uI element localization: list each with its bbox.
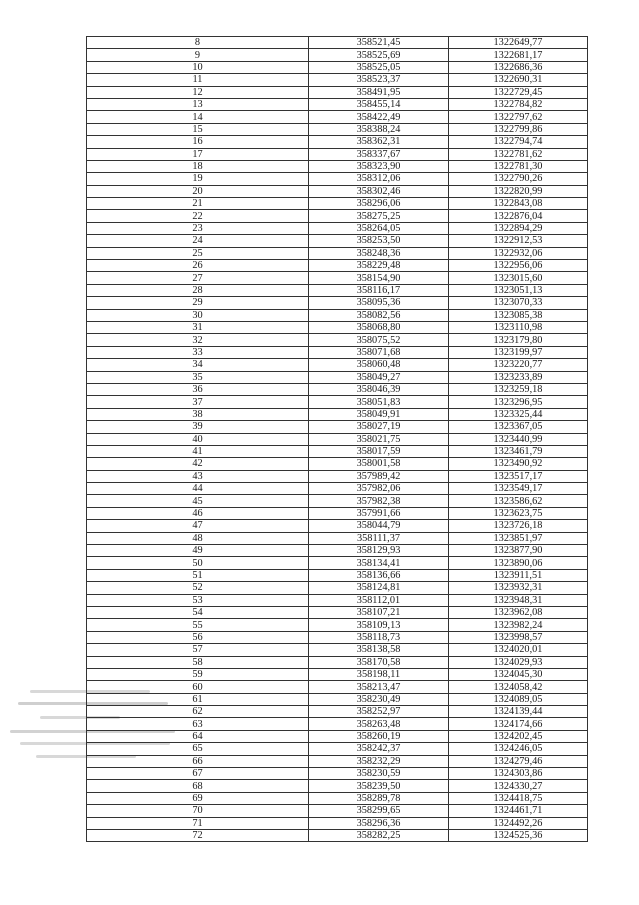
x-coordinate-cell: 357989,42	[309, 470, 449, 482]
table-row	[87, 668, 588, 680]
point-number-cell: 53	[87, 594, 309, 606]
y-coordinate-cell: 1324174,66	[449, 718, 588, 730]
x-coordinate-cell: 358302,46	[309, 185, 449, 197]
x-coordinate-cell: 358337,67	[309, 148, 449, 160]
x-coordinate-cell: 358525,69	[309, 49, 449, 61]
point-number-cell: 59	[87, 668, 309, 680]
point-number-cell: 63	[87, 718, 309, 730]
x-coordinate-cell: 358071,68	[309, 346, 449, 358]
x-coordinate-cell: 358124,81	[309, 582, 449, 594]
point-number-cell: 44	[87, 483, 309, 495]
point-number-cell: 31	[87, 321, 309, 333]
point-number-cell: 22	[87, 210, 309, 222]
y-coordinate-cell: 1324330,27	[449, 780, 588, 792]
table-row	[87, 235, 588, 247]
point-number-cell: 16	[87, 136, 309, 148]
y-coordinate-cell: 1323932,31	[449, 582, 588, 594]
point-number-cell: 62	[87, 706, 309, 718]
x-coordinate-cell: 358049,27	[309, 371, 449, 383]
x-coordinate-cell: 358455,14	[309, 98, 449, 110]
table-row	[87, 284, 588, 296]
table-row	[87, 693, 588, 705]
point-number-cell: 11	[87, 74, 309, 86]
point-number-cell: 46	[87, 507, 309, 519]
x-coordinate-cell: 358068,80	[309, 321, 449, 333]
x-coordinate-cell: 358289,78	[309, 792, 449, 804]
table-row	[87, 743, 588, 755]
y-coordinate-cell: 1322820,99	[449, 185, 588, 197]
point-number-cell: 64	[87, 730, 309, 742]
x-coordinate-cell: 358136,66	[309, 569, 449, 581]
x-coordinate-cell: 358253,50	[309, 235, 449, 247]
table-row	[87, 569, 588, 581]
table-row	[87, 123, 588, 135]
x-coordinate-cell: 358525,05	[309, 61, 449, 73]
point-number-cell: 24	[87, 235, 309, 247]
coordinates-table	[86, 36, 588, 842]
y-coordinate-cell: 1322799,86	[449, 123, 588, 135]
table-row	[87, 49, 588, 61]
x-coordinate-cell: 358248,36	[309, 247, 449, 259]
point-number-cell: 70	[87, 805, 309, 817]
table-row	[87, 98, 588, 110]
table-row	[87, 582, 588, 594]
point-number-cell: 8	[87, 37, 309, 49]
y-coordinate-cell: 1324461,71	[449, 805, 588, 817]
y-coordinate-cell: 1323890,06	[449, 557, 588, 569]
table-row	[87, 681, 588, 693]
table-row	[87, 619, 588, 631]
point-number-cell: 71	[87, 817, 309, 829]
point-number-cell: 26	[87, 260, 309, 272]
y-coordinate-cell: 1323015,60	[449, 272, 588, 284]
point-number-cell: 37	[87, 396, 309, 408]
y-coordinate-cell: 1322649,77	[449, 37, 588, 49]
point-number-cell: 60	[87, 681, 309, 693]
table-row	[87, 74, 588, 86]
table-row	[87, 160, 588, 172]
table-row	[87, 148, 588, 160]
table-row	[87, 780, 588, 792]
x-coordinate-cell: 358232,29	[309, 755, 449, 767]
x-coordinate-cell: 357982,38	[309, 495, 449, 507]
table-row	[87, 173, 588, 185]
point-number-cell: 47	[87, 520, 309, 532]
y-coordinate-cell: 1322876,04	[449, 210, 588, 222]
table-row	[87, 507, 588, 519]
x-coordinate-cell: 358282,25	[309, 830, 449, 842]
y-coordinate-cell: 1322729,45	[449, 86, 588, 98]
x-coordinate-cell: 358017,59	[309, 445, 449, 457]
y-coordinate-cell: 1323110,98	[449, 321, 588, 333]
y-coordinate-cell: 1322932,06	[449, 247, 588, 259]
table-row	[87, 396, 588, 408]
table-row	[87, 817, 588, 829]
y-coordinate-cell: 1323233,89	[449, 371, 588, 383]
point-number-cell: 17	[87, 148, 309, 160]
x-coordinate-cell: 358230,49	[309, 693, 449, 705]
y-coordinate-cell: 1322794,74	[449, 136, 588, 148]
y-coordinate-cell: 1323051,13	[449, 284, 588, 296]
y-coordinate-cell: 1323259,18	[449, 383, 588, 395]
point-number-cell: 9	[87, 49, 309, 61]
x-coordinate-cell: 358252,97	[309, 706, 449, 718]
table-row	[87, 706, 588, 718]
point-number-cell: 23	[87, 222, 309, 234]
y-coordinate-cell: 1322797,62	[449, 111, 588, 123]
table-row	[87, 260, 588, 272]
x-coordinate-cell: 358027,19	[309, 421, 449, 433]
y-coordinate-cell: 1323296,95	[449, 396, 588, 408]
x-coordinate-cell: 358296,06	[309, 198, 449, 210]
table-row	[87, 755, 588, 767]
table-row	[87, 346, 588, 358]
table-row	[87, 371, 588, 383]
table-row	[87, 222, 588, 234]
point-number-cell: 67	[87, 768, 309, 780]
x-coordinate-cell: 358044,79	[309, 520, 449, 532]
point-number-cell: 20	[87, 185, 309, 197]
x-coordinate-cell: 358154,90	[309, 272, 449, 284]
x-coordinate-cell: 358051,83	[309, 396, 449, 408]
x-coordinate-cell: 358109,13	[309, 619, 449, 631]
y-coordinate-cell: 1323851,97	[449, 532, 588, 544]
table-row	[87, 644, 588, 656]
point-number-cell: 57	[87, 644, 309, 656]
point-number-cell: 15	[87, 123, 309, 135]
table-row	[87, 86, 588, 98]
x-coordinate-cell: 358323,90	[309, 160, 449, 172]
point-number-cell: 21	[87, 198, 309, 210]
point-number-cell: 69	[87, 792, 309, 804]
x-coordinate-cell: 358075,52	[309, 334, 449, 346]
x-coordinate-cell: 358229,48	[309, 260, 449, 272]
table-row	[87, 768, 588, 780]
y-coordinate-cell: 1324202,45	[449, 730, 588, 742]
point-number-cell: 42	[87, 458, 309, 470]
x-coordinate-cell: 358312,06	[309, 173, 449, 185]
y-coordinate-cell: 1324139,44	[449, 706, 588, 718]
y-coordinate-cell: 1322681,17	[449, 49, 588, 61]
y-coordinate-cell: 1322781,62	[449, 148, 588, 160]
y-coordinate-cell: 1324246,05	[449, 743, 588, 755]
table-row	[87, 247, 588, 259]
x-coordinate-cell: 358001,58	[309, 458, 449, 470]
x-coordinate-cell: 358198,11	[309, 668, 449, 680]
x-coordinate-cell: 358021,75	[309, 433, 449, 445]
x-coordinate-cell: 358112,01	[309, 594, 449, 606]
table-row	[87, 272, 588, 284]
x-coordinate-cell: 358049,91	[309, 408, 449, 420]
table-row	[87, 433, 588, 445]
point-number-cell: 27	[87, 272, 309, 284]
y-coordinate-cell: 1322784,82	[449, 98, 588, 110]
point-number-cell: 29	[87, 297, 309, 309]
coordinates-table-body	[87, 37, 588, 842]
y-coordinate-cell: 1322956,06	[449, 260, 588, 272]
table-row	[87, 656, 588, 668]
y-coordinate-cell: 1323998,57	[449, 631, 588, 643]
x-coordinate-cell: 358422,49	[309, 111, 449, 123]
table-row	[87, 111, 588, 123]
x-coordinate-cell: 358264,05	[309, 222, 449, 234]
x-coordinate-cell: 358095,36	[309, 297, 449, 309]
x-coordinate-cell: 358082,56	[309, 309, 449, 321]
point-number-cell: 33	[87, 346, 309, 358]
table-row	[87, 359, 588, 371]
table-row	[87, 532, 588, 544]
y-coordinate-cell: 1323517,17	[449, 470, 588, 482]
point-number-cell: 51	[87, 569, 309, 581]
point-number-cell: 55	[87, 619, 309, 631]
y-coordinate-cell: 1324020,01	[449, 644, 588, 656]
table-row	[87, 830, 588, 842]
y-coordinate-cell: 1322790,26	[449, 173, 588, 185]
y-coordinate-cell: 1323220,77	[449, 359, 588, 371]
table-row	[87, 198, 588, 210]
point-number-cell: 19	[87, 173, 309, 185]
x-coordinate-cell: 358111,37	[309, 532, 449, 544]
point-number-cell: 48	[87, 532, 309, 544]
x-coordinate-cell: 358242,37	[309, 743, 449, 755]
point-number-cell: 61	[87, 693, 309, 705]
y-coordinate-cell: 1323962,08	[449, 606, 588, 618]
y-coordinate-cell: 1324492,26	[449, 817, 588, 829]
y-coordinate-cell: 1322781,30	[449, 160, 588, 172]
table-row	[87, 445, 588, 457]
y-coordinate-cell: 1323461,79	[449, 445, 588, 457]
point-number-cell: 13	[87, 98, 309, 110]
y-coordinate-cell: 1323982,24	[449, 619, 588, 631]
y-coordinate-cell: 1323623,75	[449, 507, 588, 519]
x-coordinate-cell: 358263,48	[309, 718, 449, 730]
x-coordinate-cell: 358213,47	[309, 681, 449, 693]
x-coordinate-cell: 358046,39	[309, 383, 449, 395]
point-number-cell: 58	[87, 656, 309, 668]
point-number-cell: 54	[87, 606, 309, 618]
y-coordinate-cell: 1324525,36	[449, 830, 588, 842]
x-coordinate-cell: 358260,19	[309, 730, 449, 742]
table-row	[87, 185, 588, 197]
table-row	[87, 61, 588, 73]
point-number-cell: 14	[87, 111, 309, 123]
y-coordinate-cell: 1323948,31	[449, 594, 588, 606]
point-number-cell: 32	[87, 334, 309, 346]
point-number-cell: 41	[87, 445, 309, 457]
point-number-cell: 40	[87, 433, 309, 445]
table-row	[87, 210, 588, 222]
y-coordinate-cell: 1323911,51	[449, 569, 588, 581]
y-coordinate-cell: 1324045,30	[449, 668, 588, 680]
point-number-cell: 52	[87, 582, 309, 594]
table-row	[87, 334, 588, 346]
x-coordinate-cell: 358299,65	[309, 805, 449, 817]
table-row	[87, 594, 588, 606]
point-number-cell: 65	[87, 743, 309, 755]
y-coordinate-cell: 1324058,42	[449, 681, 588, 693]
point-number-cell: 50	[87, 557, 309, 569]
x-coordinate-cell: 358523,37	[309, 74, 449, 86]
table-row	[87, 557, 588, 569]
point-number-cell: 18	[87, 160, 309, 172]
y-coordinate-cell: 1323490,92	[449, 458, 588, 470]
table-row	[87, 718, 588, 730]
x-coordinate-cell: 358491,95	[309, 86, 449, 98]
table-row	[87, 309, 588, 321]
point-number-cell: 66	[87, 755, 309, 767]
point-number-cell: 38	[87, 408, 309, 420]
y-coordinate-cell: 1323179,80	[449, 334, 588, 346]
point-number-cell: 30	[87, 309, 309, 321]
table-row	[87, 458, 588, 470]
x-coordinate-cell: 358275,25	[309, 210, 449, 222]
x-coordinate-cell: 358362,31	[309, 136, 449, 148]
table-row	[87, 631, 588, 643]
x-coordinate-cell: 358116,17	[309, 284, 449, 296]
y-coordinate-cell: 1324029,93	[449, 656, 588, 668]
table-row	[87, 483, 588, 495]
x-coordinate-cell: 357991,66	[309, 507, 449, 519]
table-row	[87, 408, 588, 420]
x-coordinate-cell: 358170,58	[309, 656, 449, 668]
table-row	[87, 297, 588, 309]
y-coordinate-cell: 1322912,53	[449, 235, 588, 247]
table-row	[87, 37, 588, 49]
table-row	[87, 730, 588, 742]
y-coordinate-cell: 1323726,18	[449, 520, 588, 532]
y-coordinate-cell: 1324279,46	[449, 755, 588, 767]
y-coordinate-cell: 1323549,17	[449, 483, 588, 495]
point-number-cell: 45	[87, 495, 309, 507]
table-row	[87, 421, 588, 433]
y-coordinate-cell: 1322894,29	[449, 222, 588, 234]
point-number-cell: 28	[87, 284, 309, 296]
x-coordinate-cell: 358107,21	[309, 606, 449, 618]
y-coordinate-cell: 1323325,44	[449, 408, 588, 420]
x-coordinate-cell: 358129,93	[309, 545, 449, 557]
point-number-cell: 34	[87, 359, 309, 371]
y-coordinate-cell: 1322843,08	[449, 198, 588, 210]
y-coordinate-cell: 1323440,99	[449, 433, 588, 445]
x-coordinate-cell: 358239,50	[309, 780, 449, 792]
point-number-cell: 39	[87, 421, 309, 433]
point-number-cell: 56	[87, 631, 309, 643]
table-row	[87, 383, 588, 395]
point-number-cell: 25	[87, 247, 309, 259]
x-coordinate-cell: 357982,06	[309, 483, 449, 495]
x-coordinate-cell: 358296,36	[309, 817, 449, 829]
point-number-cell: 35	[87, 371, 309, 383]
y-coordinate-cell: 1322690,31	[449, 74, 588, 86]
table-row	[87, 321, 588, 333]
y-coordinate-cell: 1323085,38	[449, 309, 588, 321]
point-number-cell: 10	[87, 61, 309, 73]
x-coordinate-cell: 358138,58	[309, 644, 449, 656]
point-number-cell: 43	[87, 470, 309, 482]
x-coordinate-cell: 358388,24	[309, 123, 449, 135]
point-number-cell: 72	[87, 830, 309, 842]
y-coordinate-cell: 1323586,62	[449, 495, 588, 507]
y-coordinate-cell: 1323877,90	[449, 545, 588, 557]
x-coordinate-cell: 358118,73	[309, 631, 449, 643]
table-row	[87, 805, 588, 817]
point-number-cell: 36	[87, 383, 309, 395]
x-coordinate-cell: 358230,59	[309, 768, 449, 780]
table-row	[87, 520, 588, 532]
table-row	[87, 545, 588, 557]
point-number-cell: 49	[87, 545, 309, 557]
point-number-cell: 68	[87, 780, 309, 792]
y-coordinate-cell: 1323070,33	[449, 297, 588, 309]
y-coordinate-cell: 1324303,86	[449, 768, 588, 780]
x-coordinate-cell: 358134,41	[309, 557, 449, 569]
y-coordinate-cell: 1323199,97	[449, 346, 588, 358]
table-row	[87, 606, 588, 618]
x-coordinate-cell: 358060,48	[309, 359, 449, 371]
table-row	[87, 792, 588, 804]
table-row	[87, 470, 588, 482]
y-coordinate-cell: 1324089,05	[449, 693, 588, 705]
x-coordinate-cell: 358521,45	[309, 37, 449, 49]
y-coordinate-cell: 1322686,36	[449, 61, 588, 73]
table-row	[87, 495, 588, 507]
y-coordinate-cell: 1323367,05	[449, 421, 588, 433]
point-number-cell: 12	[87, 86, 309, 98]
table-row	[87, 136, 588, 148]
y-coordinate-cell: 1324418,75	[449, 792, 588, 804]
